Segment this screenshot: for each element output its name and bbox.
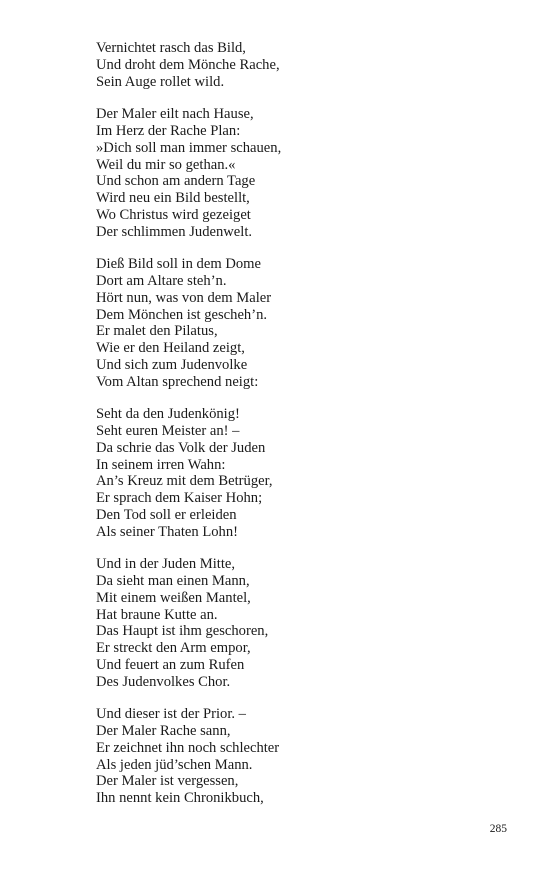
poem-line: Und feuert an zum Rufen xyxy=(96,656,245,673)
stanza xyxy=(96,40,516,90)
poem-line: Wird neu ein Bild bestellt, xyxy=(96,190,250,206)
poem-line: Vom Altan sprechend neigt: xyxy=(96,373,259,390)
poem-line: Hört nun, was von dem Maler xyxy=(96,289,272,306)
poem-line: Der Maler Rache sann, xyxy=(96,723,231,739)
poem-line: Er zeichnet ihn noch schlechter xyxy=(96,739,280,756)
poem-line: In seinem irren Wahn: xyxy=(96,456,226,473)
poem-line: Der schlimmen Judenwelt. xyxy=(96,223,253,240)
stanza xyxy=(96,706,516,807)
poem-line: Im Herz der Rache Plan: xyxy=(96,123,241,139)
poem-line: Vernichtet rasch das Bild, xyxy=(96,40,246,56)
poem-line: Mit einem weißen Mantel, xyxy=(96,589,251,606)
stanza xyxy=(96,256,516,390)
stanza xyxy=(96,406,516,540)
poem-line: Des Judenvolkes Chor. xyxy=(96,673,231,690)
poem-line: Dort am Altare steh’n. xyxy=(96,273,227,289)
poem-line: Sein Auge rollet wild. xyxy=(96,73,225,90)
stanza xyxy=(96,106,516,240)
poem-line: Er malet den Pilatus, xyxy=(96,323,218,340)
stanza xyxy=(96,556,516,690)
poem-line: Wo Christus wird gezeiget xyxy=(96,206,251,223)
poem-line: Als jeden jüd’schen Mann. xyxy=(96,756,253,773)
poem-body xyxy=(96,40,516,823)
poem-line: Und droht dem Mönche Rache, xyxy=(96,56,280,73)
poem-line: Und dieser ist der Prior. – xyxy=(96,706,246,723)
poem-line: Dieß Bild soll in dem Dome xyxy=(96,256,261,273)
poem-line: Er sprach dem Kaiser Hohn; xyxy=(96,490,263,506)
poem-line: Den Tod soll er erleiden xyxy=(96,506,237,523)
poem-line: Der Maler eilt nach Hause, xyxy=(96,106,254,123)
poem-line: Und in der Juden Mitte, xyxy=(96,556,236,573)
poem-line: Ihn nennt kein Chronikbuch, xyxy=(96,790,264,806)
poem-line: Wie er den Heiland zeigt, xyxy=(96,340,245,356)
poem-line: Er streckt den Arm empor, xyxy=(96,640,251,656)
poem-line: Da schrie das Volk der Juden xyxy=(96,439,266,456)
poem-line: Als seiner Thaten Lohn! xyxy=(96,523,238,540)
poem-line: Und schon am andern Tage xyxy=(96,173,256,190)
poem-line: »Dich soll man immer schauen, xyxy=(96,139,282,156)
poem-line: Und sich zum Judenvolke xyxy=(96,356,248,373)
poem-line: Seht euren Meister an! – xyxy=(96,423,240,439)
poem-line: Das Haupt ist ihm geschoren, xyxy=(96,623,269,640)
poem-line: Hat braune Kutte an. xyxy=(96,606,218,623)
poem-line: Da sieht man einen Mann, xyxy=(96,573,250,589)
poem-line: Weil du mir so gethan.« xyxy=(96,156,236,173)
poem-line: Der Maler ist vergessen, xyxy=(96,773,239,790)
page-number: 285 xyxy=(489,823,507,835)
poem-line: Dem Mönchen ist gescheh’n. xyxy=(96,306,268,323)
poem-line: Seht da den Judenkönig! xyxy=(96,406,240,423)
poem-line: An’s Kreuz mit dem Betrüger, xyxy=(96,473,273,490)
